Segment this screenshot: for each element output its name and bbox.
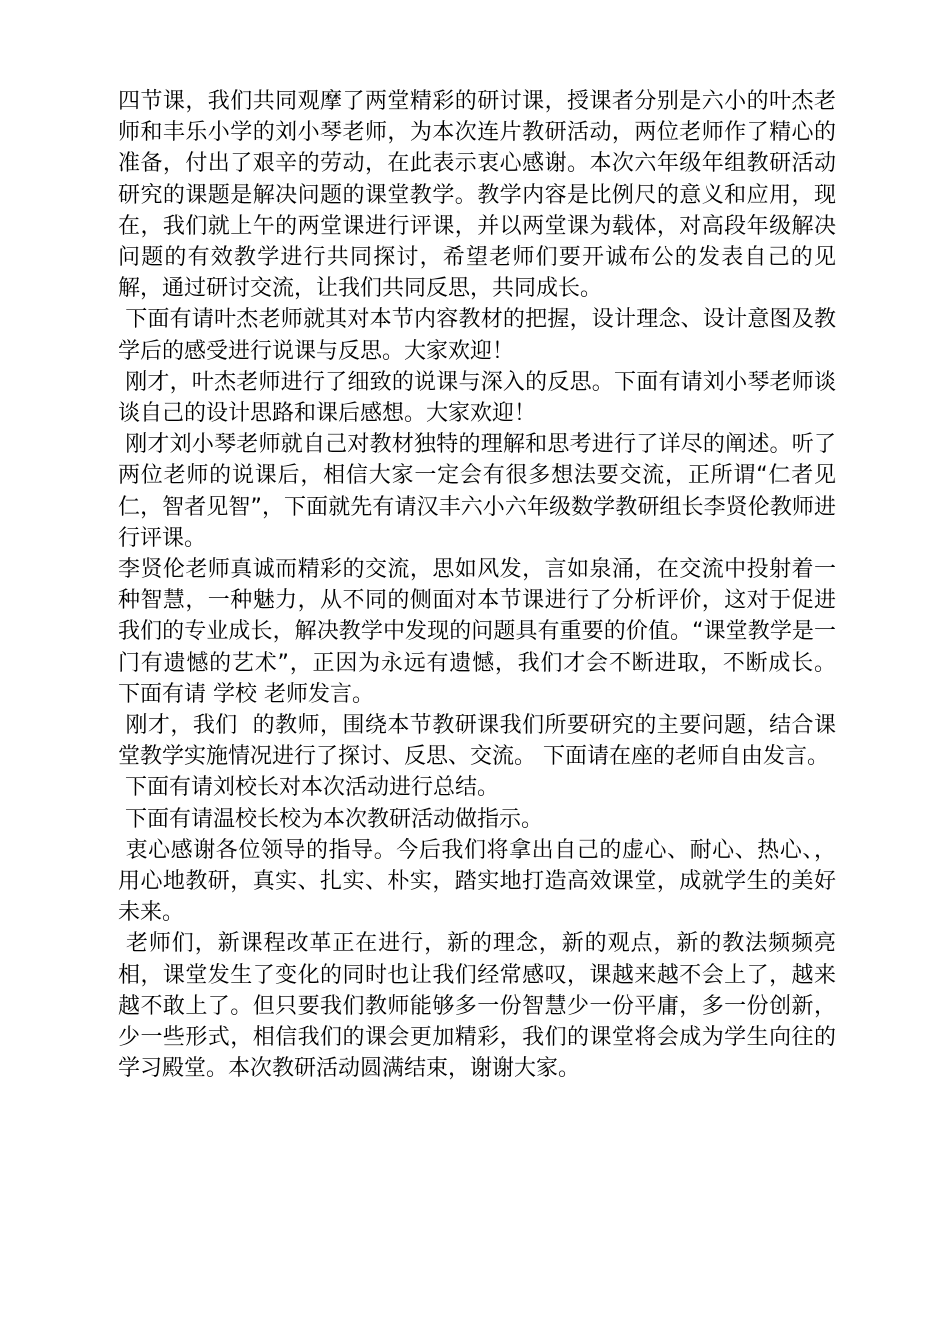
paragraph-opening: 四节课，我们共同观摩了两堂精彩的研讨课，授课者分别是六小的叶杰老师和丰乐小学的刘小琴老师，为本次连片教研活动，两位老师作了精心的准备，付出了艰辛的劳动，在此表示衷心感谢。本次六年级年组教研活动研究的课题是解决问题的课堂教学。教学内容是比例尺的意义和应用，现在，我们就上午的两堂课进行评课，并以两堂课为载体，对高段年级解决问题的有效教学进行共同探讨，希望老师们要开诚布公的发表自己的见解，通过研讨交流，让我们共同反思，共同成长。 <box>118 89 836 302</box>
paragraph-principal-liu: 下面有请刘校长对本次活动进行总结。 <box>118 775 500 801</box>
paragraph-thanks: 衷心感谢各位领导的指导。今后我们将拿出自己的虚心、耐心、热心、，用心地教研，真实、扎实、朴实，踏实地打造高效课堂，成就学生的美好未来。 <box>118 837 836 926</box>
paragraph-free-discussion: 刚才，我们 的教师，围绕本节教研课我们所要研究的主要问题，结合课堂教学实施情况进行了探讨、反思、交流。 下面请在座的老师自由发言。 <box>118 713 836 770</box>
paragraph-invite-liu-xiaoqin: 刚才，叶杰老师进行了细致的说课与深入的反思。下面有请刘小琴老师谈谈自己的设计思路和课后感想。大家欢迎！ <box>118 369 836 427</box>
paragraph-li-xianlun-summary: 李贤伦老师真诚而精彩的交流，思如风发，言如泉涌，在交流中投射着一种智慧，一种魅力，从不同的侧面对本节课进行了分析评价，这对于促进我们的专业成长，解决教学中发现的问题具有重要的价值。“课堂教学是一门有遗憾的艺术”，正因为永远有遗憾，我们才会不断进取，不断成长。 下面有请 学校 老师发言。 <box>118 557 843 707</box>
paragraph-closing: 老师们，新课程改革正在进行，新的理念，新的观点，新的教法频频亮相，课堂发生了变化的同时也让我们经常感叹，课越来越不会上了，越来越不敢上了。但只要我们教师能够多一份智慧少一份平庸，多一份创新，少一些形式，相信我们的课会更加精彩，我们的课堂将会成为学生向往的学习殿堂。本次教研活动圆满结束，谢谢大家。 <box>118 931 836 1082</box>
paragraph-principal-wen: 下面有请温校长校为本次教研活动做指示。 <box>118 806 544 832</box>
document-body <box>118 86 843 1085</box>
paragraph-invite-li-xianlun: 刚才刘小琴老师就自己对教材独特的理解和思考进行了详尽的阐述。听了两位老师的说课后，相信大家一定会有很多想法要交流，正所谓“仁者见仁，智者见智”，下面就先有请汉丰六小六年级数学教研组长李贤伦教师进行评课。 <box>118 432 836 551</box>
paragraph-invite-ye-jie: 下面有请叶杰老师就其对本节内容教材的把握，设计理念、设计意图及教学后的感受进行说课与反思。大家欢迎！ <box>118 307 836 364</box>
